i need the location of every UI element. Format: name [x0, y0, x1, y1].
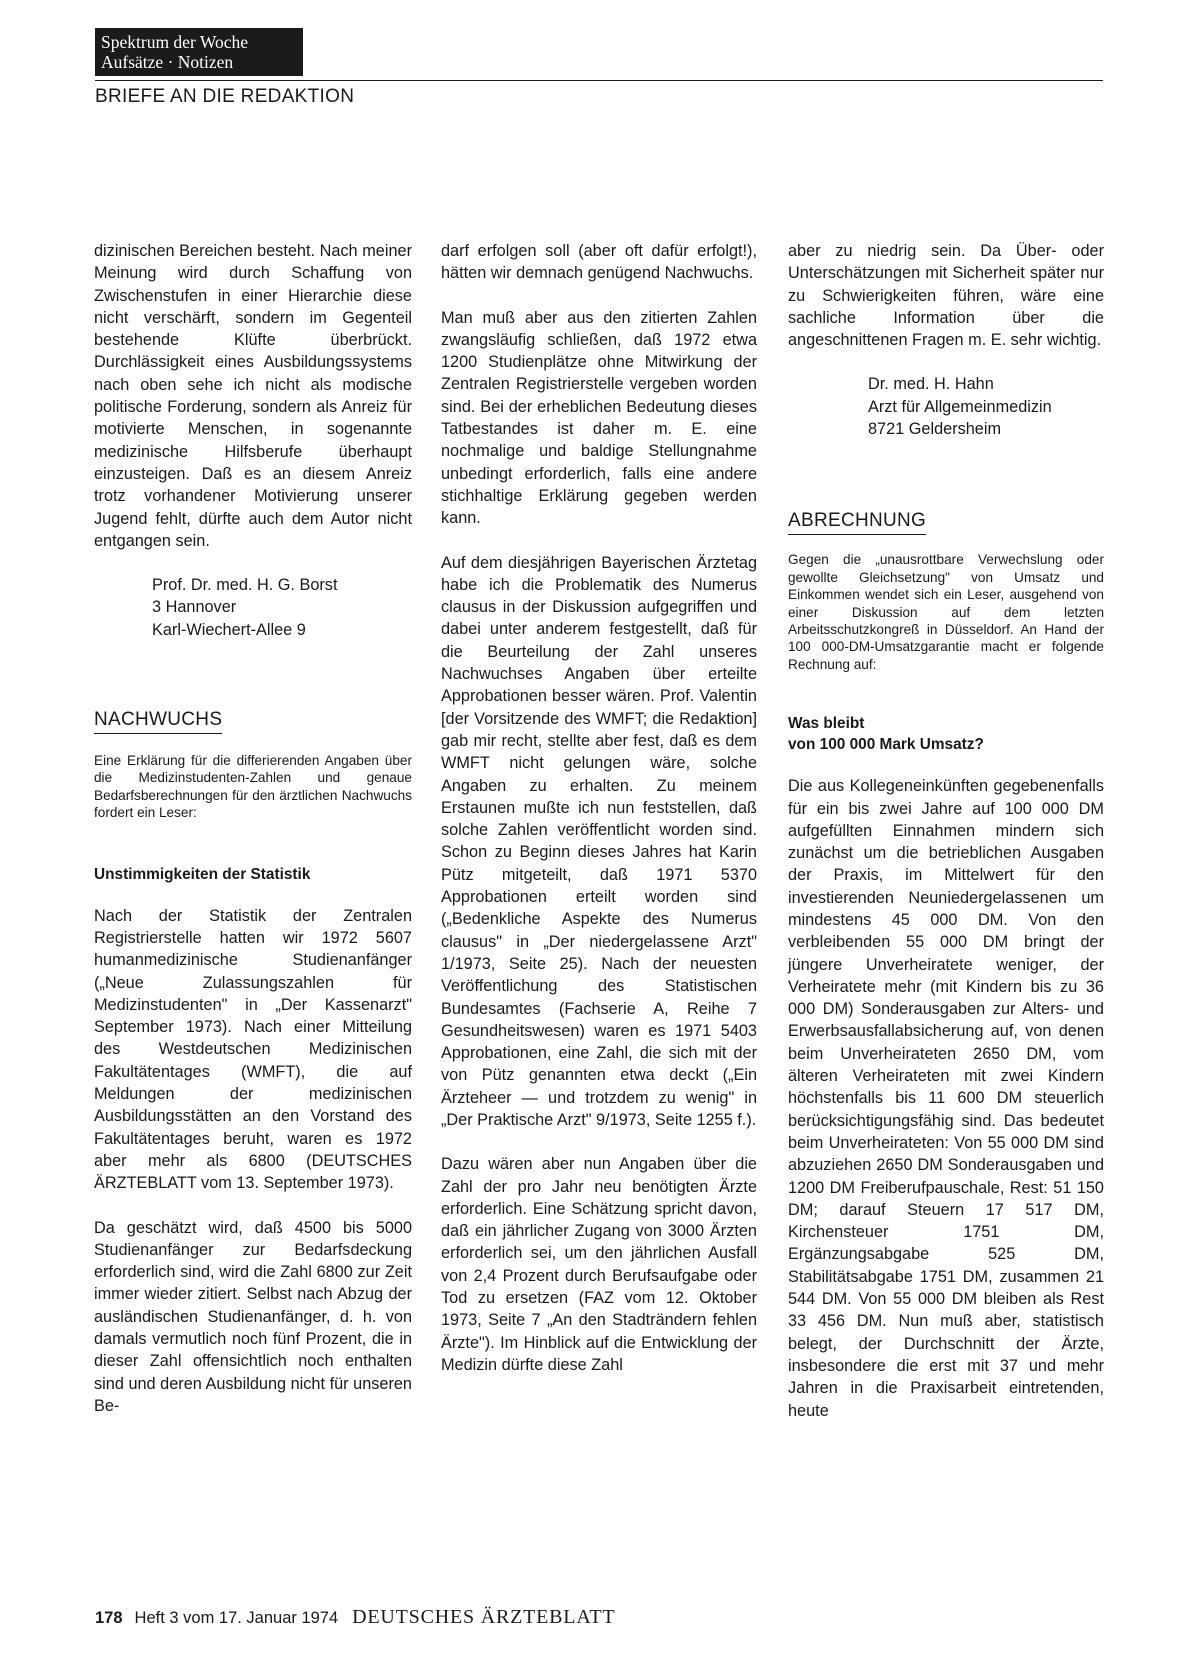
column-2: [441, 240, 757, 1376]
paragraph: Nach der Statistik der Zentralen Registrierstelle hatten wir 1972 5607 humanmedizinische Studienanfänger („Neue Zulassungszahlen für Medizinstudenten" in „Der Kassenarzt" September 1973). Nach einer Mitteilung des Westdeutschen Medizinischen Fakultätentages (WMFT), die auf Meldungen der medizinischen Ausbildungsstätten an den Vorstand des Fakultätentages beruht, waren es 1972 aber mehr als 6800 (DEUTSCHES ÄRZTEBLATT vom 13. September 1973).: [94, 906, 412, 1193]
signature-title: Arzt für Allgemeinmedizin: [868, 397, 1052, 416]
paragraph: Dazu wären aber nun Angaben über die Zahl der pro Jahr neu benötigten Ärzte erforderlich. Eine Schätzung spricht davon, daß ein jährlicher Zugang von 3000 Ärzten erforderlich sei, um den jährlichen Ausfall von 2,4 Prozent durch Berufsaufgabe oder Tod zu ersetzen (FAZ vom 12. Oktober 1973, Seite 7 „An den Stadträndern fehlen Ärzte"). Im Hinblick auf die Entwicklung der Medizin dürfte diese Zahl: [441, 1155, 757, 1374]
article-heading: NACHWUCHS: [94, 709, 222, 734]
issue-info: Heft 3 vom 17. Januar 1974: [134, 1609, 339, 1627]
paragraph: Auf dem diesjährigen Bayerischen Ärztetag habe ich die Problematik des Numerus clausus in der Diskussion aufgegriffen und dabei unter anderem festgestellt, daß für die Beurteilung der Zahl unseres Nachwuchses Angaben über erteilte Approbationen besser wären. Prof. Valentin [der Vorsitzende des WMFT; die Redaktion] gab mir recht, stellte aber fest, daß es dem WMFT nicht gelungen wäre, solche Angaben zu erhalten. Zu meinem Erstaunen mußte ich nun feststellen, daß solche Zahlen veröffentlicht worden sind. Schon zu Beginn dieses Jahres hat Karin Pütz mitgeteilt, daß 1971 5370 Approbationen erteilt worden sind („Bedenkliche Aspekte des Numerus clausus" in „Der niedergelassene Arzt" 1/1973, Seite 25). Nach der neuesten Veröffentlichung des Statistischen Bundesamtes (Fachserie A, Reihe 7 Gesundheitswesen) waren es 1971 5403 Approbationen, eine Zahl, die sich mit der von Pütz genannten etwa deckt („Ein Ärzteheer — und trotzdem zu wenig" in „Der Praktische Arzt" 9/1973, Seite 1255 f.).: [441, 553, 757, 1129]
paragraph: darf erfolgen soll (aber oft dafür erfolgt!), hätten wir demnach genügend Nachwuchs.: [441, 242, 757, 283]
article-subheading: von 100 000 Mark Umsatz?: [788, 736, 984, 754]
column-3: [788, 240, 1104, 1422]
article-subheading: Was bleibt: [788, 715, 865, 733]
section-banner: [95, 28, 303, 76]
paragraph: Die aus Kollegeneinkünften gegebenenfalls für ein bis zwei Jahre auf 100 000 DM aufgefüllten Einnahmen mindern sich zunächst um die betrieblichen Ausgaben der Praxis, im Mittelwert für den investierenden Neuniedergelassenen um mindestens 45 000 DM. Von den verbleibenden 55 000 DM bringt der jüngere Unverheiratete weniger, der Verheiratete mehr (mit Kindern bis zu 36 000 DM) Sonderausgaben zur Alters- und Erwerbsausfallabsicherung auf, von denen beim Unverheirateten 2650 DM, vom älteren Verheirateten mit zwei Kindern höchstenfalls bis 11 600 DM steuerlich berücksichtigungsfähig sind. Das bedeutet beim Unverheirateten: Von 55 000 DM sind abzuziehen 2650 DM Sonderausgaben und 1200 DM Freiberufpauschale, Rest: 51 150 DM; darauf Steuern 17 517 DM, Kirchensteuer 1751 DM, Ergänzungsabgabe 525 DM, Stabilitätsabgabe 1751 DM, zusammen 21 544 DM. Von 55 000 DM bleiben als Rest 33 456 DM. Nun muß aber, statistisch belegt, der Durchschnitt der Ärzte, insbesondere die erst mit 37 und mehr Jahren in die Praxisarbeit eintretenden, heute: [788, 777, 1104, 1420]
section-title: BRIEFE AN DIE REDAKTION: [95, 86, 355, 107]
article-lead: Gegen die „unausrottbare Verwechslung oder gewollte Gleichsetzung" von Umsatz und Einkommen wendet sich ein Leser, ausgehend von einer Diskussion auf dem letzten Arbeitsschutzkongreß in Düsseldorf. An Hand der 100 000-DM-Umsatzgarantie macht er folgende Rechnung auf:: [788, 552, 1104, 672]
header-rule: [95, 80, 1103, 81]
paragraph: Man muß aber aus den zitierten Zahlen zwangsläufig schließen, daß 1972 etwa 1200 Studienplätze ohne Mitwirkung der Zentralen Registrierstelle vergeben worden sind. Bei der erheblichen Bedeutung dieses Tatbestandes ist daher m. E. eine nochmalige und baldige Stellungnahme unbedingt erforderlich, falls eine andere stichhaltige Erklärung gegeben werden kann.: [441, 308, 757, 528]
banner-line-1: Spektrum der Woche: [101, 32, 248, 52]
signature-name: Dr. med. H. Hahn: [868, 375, 994, 394]
banner-line-2: Aufsätze · Notizen: [101, 52, 234, 72]
signature-city: 8721 Geldersheim: [868, 420, 1002, 439]
article-subheading: Unstimmigkeiten der Statistik: [94, 865, 311, 883]
journal-name: DEUTSCHES ÄRZTEBLATT: [352, 1606, 616, 1628]
paragraph: dizinischen Bereichen besteht. Nach meiner Meinung wird durch Schaffung von Zwischenstufen in einer Hierarchie diese nicht verschärft, sondern im Gegenteil bestehende Klüfte überbrückt. Durchlässigkeit eines Ausbildungssystems nach oben sehe ich nicht als modische politische Forderung, sondern als Anreiz für motivierte Menschen, in sogenannte medizinische Hilfsberufe überhaupt einzusteigen. Daß es an diesem Anreiz trotz vorhandener Motivierung unserer Jugend fehlt, dürfte auch dem Autor nicht entgangen sein.: [94, 242, 412, 550]
signature-address: Karl-Wiechert-Allee 9: [152, 620, 306, 639]
article-lead: Eine Erklärung für die differierenden Angaben über die Medizinstudenten-Zahlen und genaue Bedarfsberechnungen für den ärztlichen Nachwuchs fordert ein Leser:: [94, 753, 412, 821]
paragraph: aber zu niedrig sein. Da Über- oder Unterschätzungen mit Sicherheit später nur zu Schwierigkeiten führen, wäre eine sachliche Information über die angeschnittenen Fragen m. E. sehr wichtig.: [788, 242, 1104, 350]
page-footer: [95, 1606, 615, 1629]
signature-name: Prof. Dr. med. H. G. Borst: [152, 576, 338, 595]
column-1: [94, 240, 412, 1417]
paragraph: Da geschätzt wird, daß 4500 bis 5000 Studienanfänger zur Bedarfsdeckung erforderlich sind, wird die Zahl 6800 zur Zeit immer wieder zitiert. Selbst nach Abzug der ausländischen Studienanfänger, d. h. von damals vermutlich noch fünf Prozent, die in dieser Zahl offensichtlich noch enthalten sind und deren Ausbildung nicht für unseren Be-: [94, 1218, 412, 1415]
page-number: 178: [95, 1609, 123, 1627]
article-heading: ABRECHNUNG: [788, 510, 926, 535]
signature-city: 3 Hannover: [152, 598, 237, 617]
